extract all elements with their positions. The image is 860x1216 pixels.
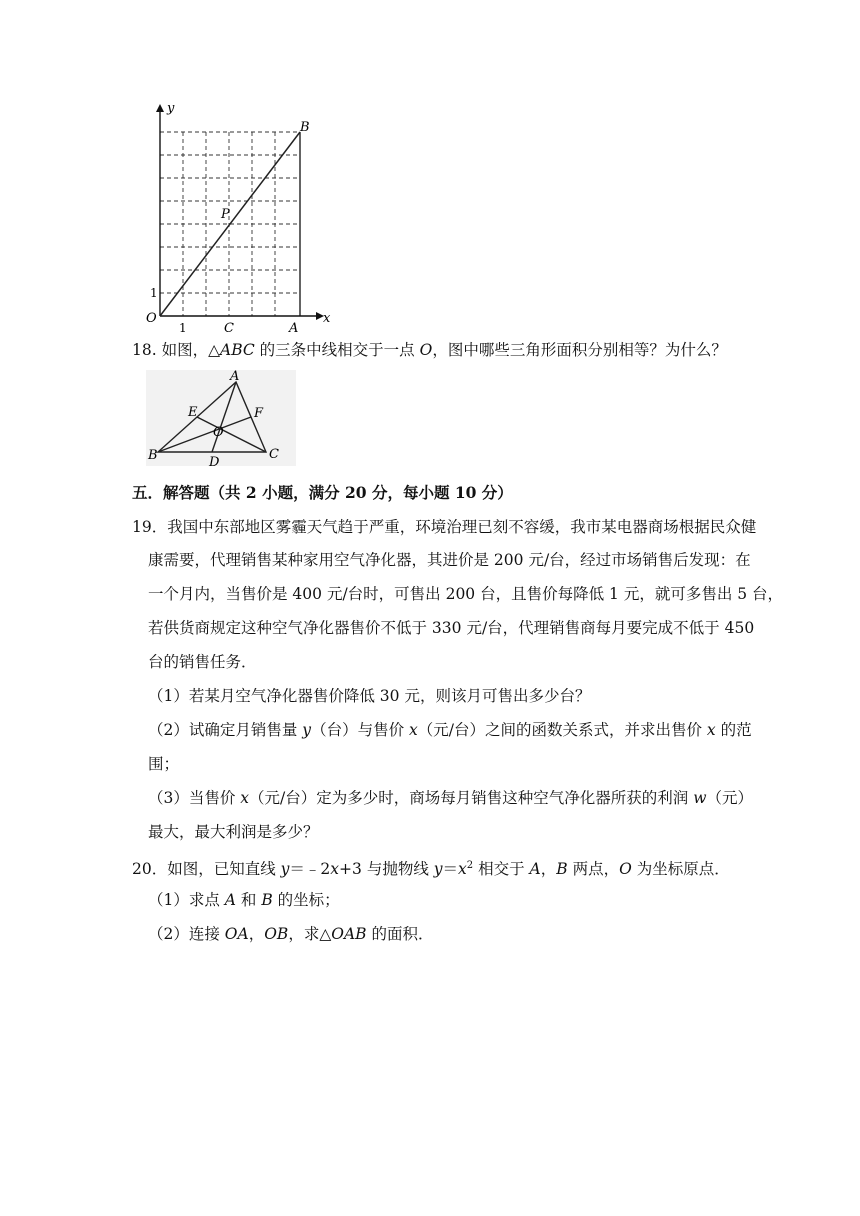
origin-label: O (146, 311, 157, 326)
triangle-medians-figure (140, 366, 300, 470)
question-19-sub-2: （2）试确定月销售量 y（台）与售价 x（元/台）之间的函数关系式，并求出售价 x 的范 (148, 721, 752, 739)
question-19-sub-3-cont: 最大，最大利润是多少？ (148, 823, 319, 841)
question-19-line-5: 台的销售任务． (148, 653, 257, 671)
question-20: 20．如图，已知直线 y＝﹣2x+3 与抛物线 $y=x^2$ 相交于 A，B 两点，O 为坐标原点． (132, 860, 730, 879)
x-tick-one: 1 (179, 321, 187, 335)
point-e-label: E (188, 405, 198, 420)
question-19-line-4: 若供货商规定这种空气净化器售价不低于 330 元/台，代理销售商每月要完成不低于 450 (148, 619, 755, 637)
point-c-label: C (224, 321, 234, 336)
point-p-label: P (221, 207, 230, 222)
question-19-line-1: 19．我国中东部地区雾霾天气趋于严重，环境治理已刻不容缓，我市某电器商场根据民众健 (132, 518, 757, 536)
section-heading: 五．解答题（共 2 小题，满分 20 分，每小题 10 分） (132, 483, 513, 502)
y-tick-one: 1 (150, 286, 158, 300)
coordinate-grid-figure (140, 96, 340, 336)
question-18: 18. 如图，△ABC 的三条中线相交于一点 O，图中哪些三角形面积分别相等？为什么？ (132, 341, 727, 359)
question-20-sub-1: （1）求点 A 和 B 的坐标； (148, 891, 340, 909)
vertex-a-label: A (230, 369, 240, 384)
y-axis-label: y (167, 101, 175, 116)
question-19-sub-3: （3）当售价 x（元/台）定为多少时，商场每月销售这种空气净化器所获的利润 w（元） (148, 789, 753, 807)
point-b-label: B (300, 120, 310, 135)
question-18-number: 18. (132, 341, 157, 359)
x-axis-label: x (323, 311, 331, 326)
y-axis-arrow (156, 104, 164, 112)
point-d-label: D (209, 455, 220, 470)
vertex-c-label: C (269, 447, 279, 462)
vertex-b-label: B (148, 448, 158, 463)
point-a-label: A (289, 321, 299, 336)
question-19-line-2: 康需要，代理销售某种家用空气净化器，其进价是 200 元/台，经过市场销售后发现：在 (148, 551, 751, 569)
question-19-line-3: 一个月内，当售价是 400 元/台时，可售出 200 台，且售价每降低 1 元，就可多售出 5 台， (148, 585, 784, 603)
question-19-sub-2-cont: 围； (148, 755, 180, 773)
point-o-label: O (213, 425, 224, 440)
question-19-sub-1: （1）若某月空气净化器售价降低 30 元，则该月可售出多少台？ (148, 687, 591, 705)
question-20-sub-2: （2）连接 OA，OB，求△OAB 的面积． (148, 925, 434, 943)
point-f-label: F (254, 406, 264, 421)
